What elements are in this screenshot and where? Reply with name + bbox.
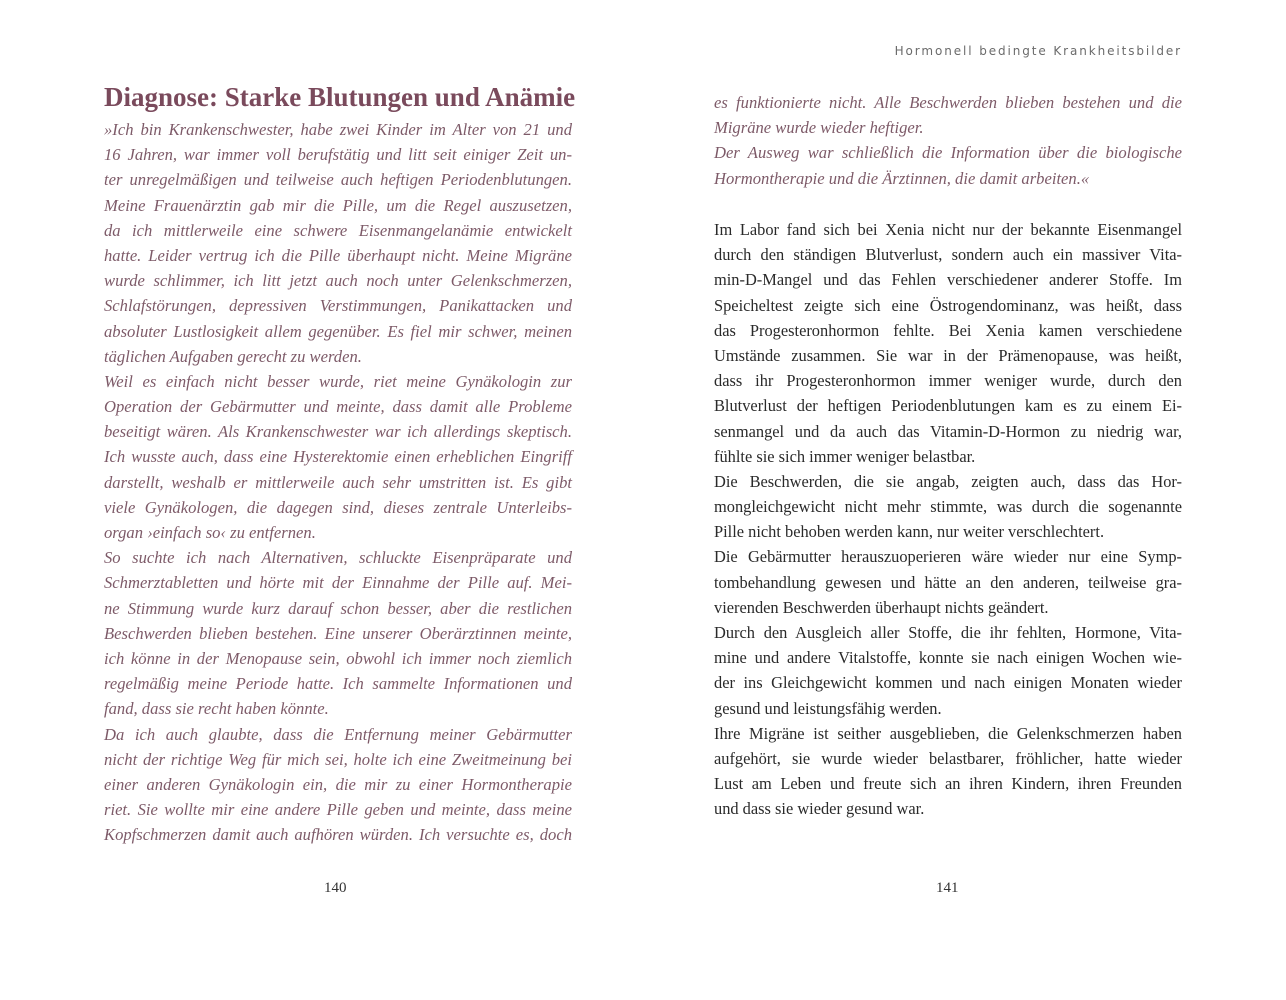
text-line: mongleichgewicht nicht mehr stimmte, was durch die sogenannte — [714, 497, 1182, 517]
text-line: ter unregelmäßigen und teilweise auch heftigen Periodenblutungen. — [104, 170, 572, 190]
text-line: da ich mittlerweile eine schwere Eisenmangelanämie entwickelt — [104, 220, 572, 240]
text-line: riet. Sie wollte mir eine andere Pille geben und meinte, dass meine — [104, 800, 572, 820]
right-page — [643, 0, 1286, 1000]
text-line: Ich wusste auch, dass eine Hysterektomie einen erheblichen Eingriff — [104, 447, 572, 467]
text-line: Ihre Migräne ist seither ausgeblieben, die Gelenkschmerzen haben — [714, 723, 1182, 743]
text-line: einer anderen Gynäkologin ein, die mir zu einer Hormontherapie — [104, 774, 572, 794]
text-line: fühlte sie sich immer weniger belastbar. — [714, 446, 976, 466]
text-line: Beschwerden blieben bestehen. Eine unserer Oberärztinnen meinte, — [104, 623, 572, 643]
text-line: darstellt, weshalb er mittlerweile auch sehr umstritten ist. Es gibt — [104, 472, 572, 492]
body-text — [714, 217, 1182, 822]
text-line: regelmäßig meine Periode hatte. Ich sammelte Informationen und — [104, 674, 572, 694]
text-line: Kopfschmerzen damit auch aufhören würden. Ich versuchte es, doch — [104, 825, 572, 845]
text-line: nicht der richtige Weg für mich sei, holte ich eine Zweitmeinung bei — [104, 749, 572, 769]
text-line: senmangel und da auch das Vitamin-D-Hormon zu niedrig war, — [714, 421, 1182, 441]
page-number-right: 141 — [936, 880, 959, 896]
text-line: das Progesteronhormon fehlte. Bei Xenia kamen verschiedene — [714, 320, 1182, 340]
page-number-left: 140 — [324, 880, 347, 896]
text-line: Durch den Ausgleich aller Stoffe, die ihr fehlten, Hormone, Vita- — [714, 623, 1182, 642]
text-line: es funktionierte nicht. Alle Beschwerden blieben bestehen und die — [714, 93, 1182, 112]
text-line: Hormontherapie und die Ärztinnen, die damit arbeiten.« — [714, 168, 1090, 188]
text-line: Die Gebärmutter herauszuoperieren wäre wieder nur eine Symp- — [714, 547, 1182, 567]
text-line: Im Labor fand sich bei Xenia nicht nur der bekannte Eisenmangel — [714, 220, 1182, 239]
text-line: mine und andere Vitalstoffe, konnte sie nach einigen Wochen wie- — [714, 648, 1182, 668]
text-line: So suchte ich nach Alternativen, schluckte Eisenpräparate und — [104, 548, 572, 568]
text-line: täglichen Aufgaben gerecht zu werden. — [104, 346, 362, 366]
text-line: fand, dass sie recht haben könnte. — [104, 699, 329, 719]
running-header: Hormonell bedingte Krankheitsbilder — [894, 44, 1182, 58]
text-line: Meine Frauenärztin gab mir die Pille, um die Regel auszusetzen, — [104, 195, 572, 215]
text-line: aufgehört, sie wurde wieder belastbarer, fröhlicher, hatte wieder — [714, 748, 1182, 768]
text-line: organ ›einfach so‹ zu entfernen. — [104, 523, 316, 542]
text-line: min-D-Mangel und das Fehlen verschiedener anderer Stoffe. Im — [714, 270, 1182, 290]
text-line: beseitigt wären. Als Krankenschwester war ich allerdings skeptisch. — [104, 422, 572, 442]
text-line: Weil es einfach nicht besser wurde, riet meine Gynäkologin zur — [104, 371, 572, 391]
text-line: absoluter Lustlosigkeit allem gegenüber. Es fiel mir schwer, meinen — [104, 321, 572, 341]
text-line: tombehandlung gewesen und hätte an den anderen, teilweise gra- — [714, 572, 1182, 592]
text-line: Lust am Leben und freute sich an ihren Kindern, ihren Freunden — [714, 774, 1182, 794]
text-line: Blutverlust der heftigen Periodenblutungen kam es zu einem Ei- — [714, 396, 1182, 416]
text-line: Speicheltest zeigte sich eine Östrogendominanz, was heißt, dass — [714, 295, 1182, 315]
text-line: Migräne wurde wieder heftiger. — [714, 118, 924, 138]
text-line: ne Stimmung wurde kurz darauf schon besser, aber die restlichen — [104, 598, 572, 618]
text-line: Umstände zusammen. Sie war in der Prämenopause, was heißt, — [714, 345, 1182, 365]
chapter-heading: Diagnose: Starke Blutungen und Anämie — [104, 82, 576, 112]
text-line: Die Beschwerden, die sie angab, zeigten auch, dass das Hor- — [714, 471, 1182, 491]
text-line: gesund und leistungsfähig werden. — [714, 698, 942, 718]
text-line: vierenden Beschwerden überhaupt nichts geändert. — [714, 597, 1049, 617]
text-line: viele Gynäkologen, die dagegen sind, dieses zentrale Unterleibs- — [104, 497, 572, 517]
text-line: ich könne in der Menopause sein, obwohl ich immer noch ziemlich — [104, 648, 572, 668]
text-line: Da ich auch glaubte, dass die Entfernung meiner Gebärmutter — [104, 724, 572, 744]
text-line: Der Ausweg war schließlich die Information über die biologische — [714, 143, 1182, 163]
text-line: 16 Jahren, war immer voll berufstätig und litt seit einiger Zeit un- — [104, 145, 572, 165]
text-line: der ins Gleichgewicht kommen und nach einigen Monaten wieder — [714, 673, 1182, 693]
text-line: Schmerztabletten und hörte mit der Einnahme der Pille auf. Mei- — [104, 573, 572, 593]
text-line: dass ihr Progesteronhormon immer weniger wurde, durch den — [714, 371, 1182, 391]
text-line: wurde schlimmer, ich litt jetzt auch noch unter Gelenkschmerzen, — [104, 271, 572, 291]
text-line: durch den ständigen Blutverlust, sondern auch ein massiver Vita- — [714, 245, 1182, 265]
patient-quote-left — [104, 117, 572, 847]
text-line: hatte. Leider vertrug ich die Pille überhaupt nicht. Meine Migräne — [104, 245, 572, 265]
text-line: Pille nicht behoben werden kann, nur weiter verschlechtert. — [714, 522, 1105, 542]
patient-quote-right — [714, 90, 1182, 191]
text-line: »Ich bin Krankenschwester, habe zwei Kinder im Alter von 21 und — [104, 120, 572, 139]
text-line: Schlafstörungen, depressiven Verstimmungen, Panikattacken und — [104, 296, 572, 316]
text-line: Operation der Gebärmutter und meinte, dass damit alle Probleme — [104, 397, 572, 417]
text-line: und dass sie wieder gesund war. — [714, 799, 925, 819]
